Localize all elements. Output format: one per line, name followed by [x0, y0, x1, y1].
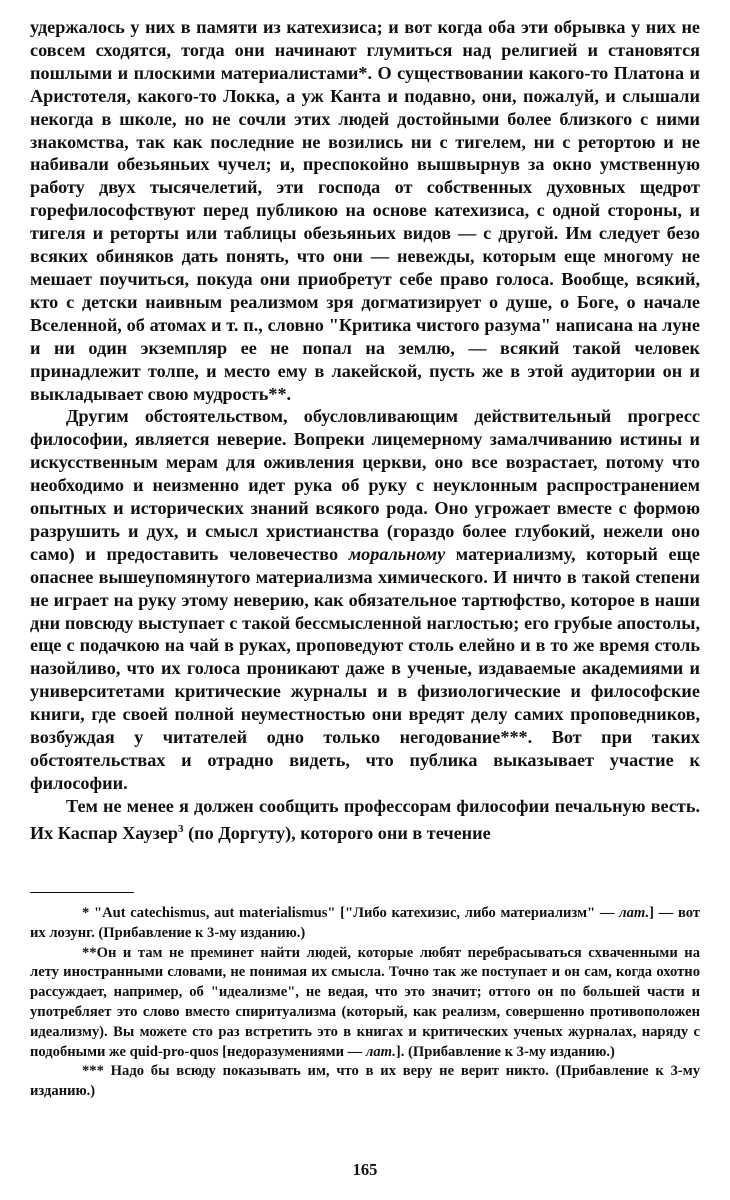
footnote-text: ] — вот их лозунг. (Прибавление к 3-му изданию.)	[30, 905, 700, 941]
footnote-marker: *	[358, 62, 368, 83]
footnote-2	[30, 944, 700, 1063]
emphasized-word: моральному	[348, 543, 446, 564]
footnote-1	[30, 904, 700, 944]
footnote-text: Надо бы всюду показывать им, что в их веру не верит никто. (Прибавление к 3-му изданию.)	[30, 1063, 700, 1100]
footnote-marker: **	[268, 383, 287, 404]
footnote-3	[30, 1062, 700, 1102]
footnote-text: Он и там не преминет найти людей, которые любят перебрасываться схваченными на лету иностранными словами, не понимая их смысла. Точно так же поступает и он сам, когда охотно рассуждает, например, об "идеализме", не ведая, что это значит; оттого он по большей части и употребляет это слово вместо спиритуализма (который, как реализм, совершенно противоположен идеализму). Вы можете сто раз встретить это в книгах и критических ученых журналах, наряду с подобными же quid-pro-quos [недоразумениями —	[30, 944, 700, 1060]
text-span: . О существовании какого-то Платона и Аристотеля, какого-то Локка, а уж Канта и подавно, они, пожалуй, и слышали некогда в школе, но не сочли этих людей достойными более близкого с ними знакомства, так как последние не возились ни с тигелем, ни с ретортою и не набивали обезьяньих чучел; и, преспокойно вышвырнув за окно умственную работу двух тысячелетий, эти господа от собственных духовных щедрот горефилософствуют перед публикою на основе катехизиса, с одной стороны, и тигеля и реторты или таблицы обезьяньих видов — с другой. Им следует безо всяких обиняков дать понять, что они — невежды, которым еще многому не мешает поучиться, покуда они приобретут себе право голоса. Вообще, всякий, кто с детски наивным реализмом зря догматизирует о душе, о Боге, о начале Вселенной, об атомах и т. п., словно "Критика чистого разума" написана на луне и ни один экземпляр ее не попал на землю, — всякий такой человек принадлежит толпе, и место ему в лакейской, пусть же в этой аудитории он и выкладывает свою мудрость	[30, 62, 701, 404]
text-span: Другим обстоятельством, обусловливающим действительный прогресс философии, является неверие. Вопреки лицемерному замалчиванию истины и искусственным мерам для оживления церкви, оно все возрастает, потому что необходимо и неизменно идет рука об руку с неуклонным распространением опытных и исторических знаний всякого рода. Оно угрожает вместе с формою разрушить и дух, и смысл христианства (гораздо более глубокий, нежели оно само) и предоставить человечество	[30, 406, 700, 564]
text-span: . Вот при таких обстоятельствах и отрадно видеть, что публика выказывает участие к философии.	[30, 727, 701, 793]
abbreviation: лат.	[365, 1043, 396, 1060]
footnote-marker: **	[82, 944, 97, 961]
text-span: материализму, который еще опаснее вышеупомянутого материализма химического. И ничто в такой степени не играет на руку этому неверию, как обязательное тартюфство, которое в наши дни повсюду выступает с такой бессмысленной наглостью; его грубые апостолы, еще с подачкою на чай в руках, проповедуют столь елейно и в то же время столь назойливо, что их голоса проникают даже в ученые, издаваемые академиями и университетами критические журналы и в физиологические и философские книги, где своей полной неуместностью они вредят делу самих проповедников, возбуждая у читателей одно только негодование	[30, 543, 701, 748]
abbreviation: лат.	[619, 905, 650, 921]
footnote-marker: *	[82, 905, 90, 921]
footnote-marker: ***	[500, 727, 528, 748]
page-number: 165	[352, 1160, 378, 1179]
paragraph-2	[30, 405, 700, 794]
footnote-marker: ***	[82, 1063, 104, 1080]
endnote-marker: 3	[178, 822, 184, 835]
paragraph-1	[30, 16, 700, 405]
paragraph-3	[30, 795, 700, 845]
text-span: (по Доргуту), которого они в течение	[183, 822, 491, 843]
text-span: удержалось у них в памяти из катехизиса; и вот когда оба эти обрывка у них не совсем сходятся, тогда они начинают глумиться над религией и становятся пошлыми и плоскими материалистами	[30, 17, 700, 83]
footnote-text: ]. (Прибавление к 3-му изданию.)	[395, 1043, 615, 1060]
footnote-divider	[30, 892, 134, 893]
text-span: .	[286, 383, 292, 404]
footnote-text: "Aut catechismus, aut materialismus" ["Либо катехизис, либо материализм" —	[89, 905, 620, 921]
main-text	[30, 16, 700, 845]
text-span: Тем не менее я должен сообщить профессорам философии печальную весть. Их Каспар Хаузер	[30, 795, 700, 843]
footnotes	[30, 904, 700, 1102]
